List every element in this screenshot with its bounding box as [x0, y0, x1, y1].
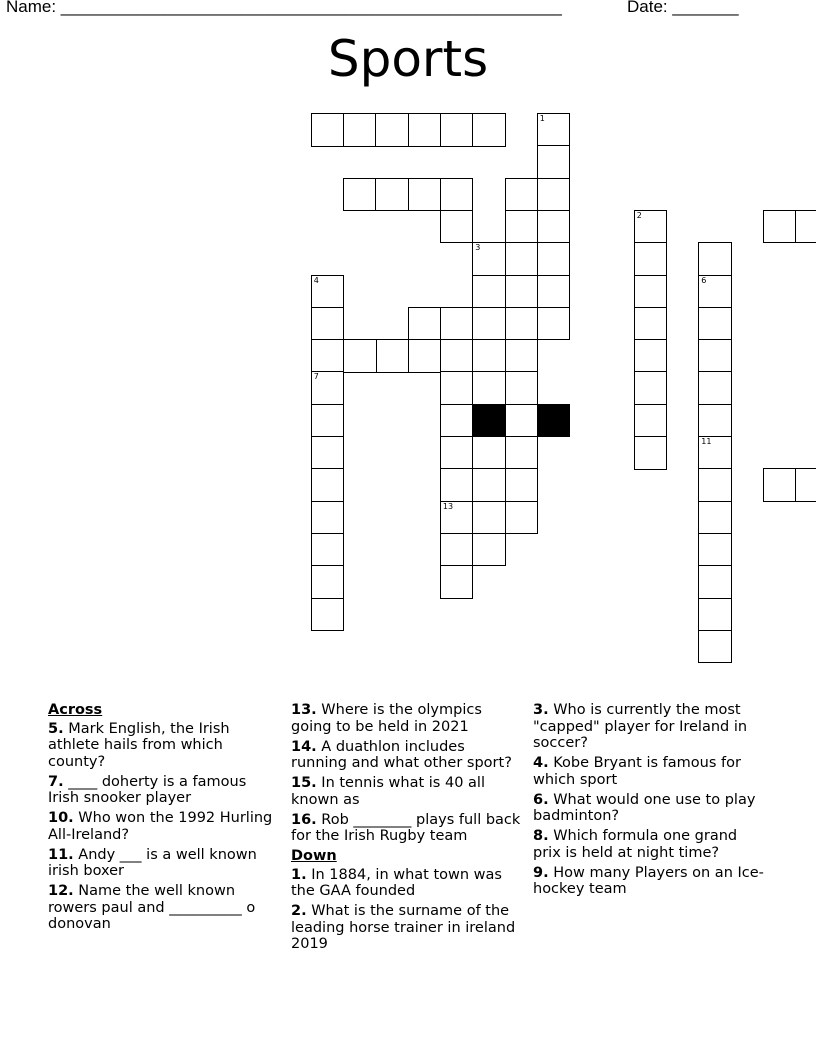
grid-cell[interactable]	[537, 242, 571, 276]
grid-cell[interactable]	[795, 468, 816, 502]
grid-cell[interactable]	[634, 339, 668, 373]
grid-cell[interactable]	[311, 533, 345, 567]
grid-cell[interactable]	[311, 113, 345, 147]
grid-cell[interactable]	[505, 275, 539, 309]
grid-block	[537, 404, 571, 438]
grid-cell[interactable]	[311, 598, 345, 632]
clue-down-3: 3. Who is currently the most "capped" player for Ireland in soccer?	[533, 702, 748, 751]
grid-cell[interactable]	[440, 371, 474, 405]
grid-cell[interactable]	[472, 307, 506, 341]
grid-cell[interactable]	[698, 404, 732, 438]
grid-cell[interactable]	[537, 145, 571, 179]
grid-cell[interactable]	[698, 598, 732, 632]
grid-cell[interactable]	[375, 339, 409, 373]
clues-column-3	[533, 702, 768, 901]
grid-cell[interactable]	[698, 436, 732, 470]
grid-cell[interactable]	[408, 113, 442, 147]
down-heading: Down	[291, 848, 337, 864]
grid-cell[interactable]	[440, 436, 474, 470]
grid-cell[interactable]	[634, 371, 668, 405]
grid-cell[interactable]	[408, 178, 442, 212]
grid-cell[interactable]	[698, 242, 732, 276]
clue-down-9: 9. How many Players on an Ice-hockey team	[533, 864, 764, 897]
grid-cell[interactable]	[440, 404, 474, 438]
grid-cell[interactable]	[505, 404, 539, 438]
grid-cell[interactable]	[537, 210, 571, 244]
grid-cell[interactable]	[472, 113, 506, 147]
grid-cell[interactable]	[505, 307, 539, 341]
clue-across-5: 5. Mark English, the Irish athlete hails from which county?	[48, 720, 230, 770]
grid-cell[interactable]	[634, 404, 668, 438]
grid-cell[interactable]	[698, 501, 732, 535]
grid-cell[interactable]	[472, 468, 506, 502]
clue-across-15: 15. In tennis what is 40 all known as	[291, 775, 485, 808]
grid-cell[interactable]	[440, 565, 474, 599]
grid-cell[interactable]	[440, 307, 474, 341]
grid-cell[interactable]	[311, 436, 345, 470]
clue-across-16: 16. Rob ________ plays full back for the Irish Rugby team	[291, 811, 521, 844]
clue-number: 2	[636, 210, 642, 220]
clue-across-7: 7. ____ doherty is a famous Irish snooker player	[48, 773, 247, 806]
grid-cell[interactable]	[440, 501, 474, 535]
grid-cell[interactable]	[795, 210, 816, 244]
grid-cell[interactable]	[505, 178, 539, 212]
grid-cell[interactable]	[537, 178, 571, 212]
grid-cell[interactable]	[698, 565, 732, 599]
clue-down-4: 4. Kobe Bryant is famous for which sport	[533, 755, 741, 788]
grid-cell[interactable]	[311, 468, 345, 502]
grid-cell[interactable]	[505, 242, 539, 276]
grid-cell[interactable]	[698, 339, 732, 373]
grid-cell[interactable]	[698, 533, 732, 567]
grid-cell[interactable]	[505, 501, 539, 535]
grid-cell[interactable]	[311, 565, 345, 599]
grid-cell[interactable]	[505, 210, 539, 244]
clue-number: 4	[313, 275, 319, 285]
grid-cell[interactable]	[472, 275, 506, 309]
grid-cell[interactable]	[634, 210, 668, 244]
grid-cell[interactable]	[311, 339, 345, 373]
grid-cell[interactable]	[634, 275, 668, 309]
grid-cell[interactable]	[311, 275, 345, 309]
grid-cell[interactable]	[698, 275, 732, 309]
grid-cell[interactable]	[698, 371, 732, 405]
clue-across-10: 10. Who won the 1992 Hurling All-Ireland?	[48, 810, 273, 843]
grid-cell[interactable]	[537, 113, 571, 147]
grid-cell[interactable]	[505, 436, 539, 470]
clue-down-1: 1. In 1884, in what town was the GAA founded	[291, 866, 502, 899]
clues-column-2	[291, 702, 523, 956]
grid-cell[interactable]	[634, 436, 668, 470]
clue-down-6: 6. What would one use to play badminton?	[533, 791, 756, 824]
grid-cell[interactable]	[375, 113, 409, 147]
clue-across-12: 12. Name the well known rowers paul and __________ o donovan	[48, 883, 256, 932]
grid-cell[interactable]	[440, 113, 474, 147]
grid-cell[interactable]	[343, 178, 377, 212]
date-field-label: Date: _______	[627, 0, 739, 16]
grid-cell[interactable]	[634, 307, 668, 341]
name-field-label: Name: _____________________________________________________	[6, 0, 562, 16]
grid-cell[interactable]	[440, 533, 474, 567]
grid-cell[interactable]	[698, 468, 732, 502]
clue-number: 11	[701, 437, 712, 446]
grid-cell[interactable]	[408, 339, 442, 373]
grid-cell[interactable]	[472, 533, 506, 567]
grid-cell[interactable]	[311, 307, 345, 341]
grid-cell[interactable]	[311, 371, 345, 405]
grid-cell[interactable]	[698, 630, 732, 664]
grid-cell[interactable]	[505, 339, 539, 373]
grid-cell[interactable]	[472, 501, 506, 535]
page-title: Sports	[327, 30, 489, 88]
clue-across-14: 14. A duathlon includes running and what other sport?	[291, 738, 512, 771]
clue-number: 1	[539, 114, 545, 123]
grid-cell[interactable]	[311, 501, 345, 535]
grid-cell[interactable]	[472, 436, 506, 470]
grid-cell[interactable]	[763, 210, 797, 244]
grid-cell[interactable]	[343, 113, 377, 147]
grid-cell[interactable]	[440, 210, 474, 244]
grid-cell[interactable]	[440, 178, 474, 212]
grid-cell[interactable]	[472, 242, 506, 276]
grid-cell[interactable]	[440, 468, 474, 502]
grid-cell[interactable]	[505, 371, 539, 405]
grid-cell[interactable]	[763, 468, 797, 502]
clue-down-8: 8. Which formula one grand prix is held at night time?	[533, 828, 738, 861]
clue-across-11: 11. Andy ___ is a well known irish boxer	[48, 846, 257, 879]
clue-down-2: 2. What is the surname of the leading horse trainer in ireland 2019	[291, 903, 516, 952]
grid-cell[interactable]	[408, 307, 442, 341]
grid-cell[interactable]	[375, 178, 409, 212]
grid-cell[interactable]	[537, 275, 571, 309]
grid-cell[interactable]	[505, 468, 539, 502]
grid-cell[interactable]	[472, 371, 506, 405]
clue-number: 13	[442, 501, 454, 511]
clues-column-1	[48, 702, 280, 936]
clue-number: 6	[701, 275, 707, 285]
grid-cell[interactable]	[537, 307, 571, 341]
grid-cell[interactable]	[698, 307, 732, 341]
across-heading: Across	[48, 702, 103, 718]
grid-cell[interactable]	[311, 404, 345, 438]
grid-cell[interactable]	[634, 242, 668, 276]
clue-number: 7	[313, 372, 319, 382]
clue-across-13: 13. Where is the olympics going to be held in 2021	[291, 702, 482, 735]
grid-cell[interactable]	[343, 339, 377, 373]
grid-cell[interactable]	[440, 339, 474, 373]
grid-cell[interactable]	[472, 339, 506, 373]
grid-block	[472, 404, 506, 438]
clue-number: 3	[475, 243, 481, 253]
